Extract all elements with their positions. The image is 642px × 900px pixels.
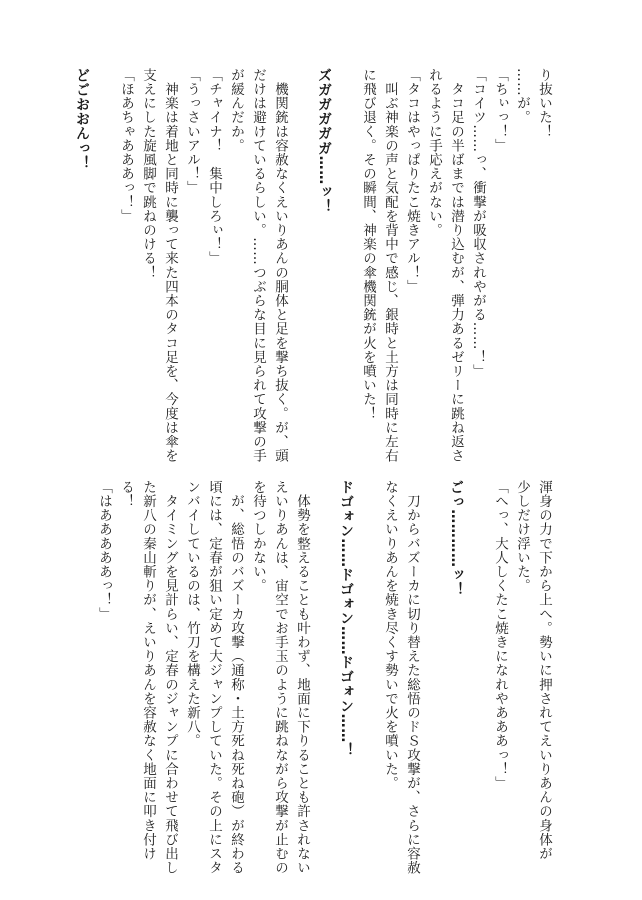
text-column: 叫ぶ神楽の声と気配を背中で感じ、銀時と土方は同時に左右	[382, 68, 398, 463]
text-column: えいりあんは、宙空でお手玉のように跳ねながら攻撃が止むの	[272, 480, 288, 875]
text-column: 機関銃は容赦なくえいりあんの胴体と足を撃ち抜く。が、頭	[272, 68, 288, 463]
text-column: 支えにした旋風脚で跳ねのける！	[140, 68, 156, 280]
text-column: れるように手応えがない。	[426, 68, 442, 238]
text-column: 体勢を整えることも叶わず、地面に下りることも許されない	[294, 480, 310, 875]
text-column: が、総悟のバズーカ攻撃（通称・土方死ね死ね砲）が終わる	[228, 480, 244, 875]
text-column: 「ほあちゃあああっ！」	[118, 68, 134, 224]
text-column: に飛び退く。その瞬間、神楽の傘機関銃が火を噴いた！	[360, 68, 376, 421]
text-column: る！	[118, 480, 134, 509]
text-column: 少しだけ浮いた。	[514, 480, 530, 593]
text-column: 渾身の力で下から上へ。勢いに押されてえいりあんの身体が	[536, 480, 552, 861]
text-column: が緩んだか。	[228, 68, 244, 153]
text-column: を待つしかない。	[250, 480, 266, 593]
text-column: ンバイしているのは、竹刀を構えた新八。	[184, 480, 200, 748]
text-column: た新八の秦山斬りが、えいりあんを容赦なく地面に叩き付け	[140, 480, 156, 861]
text-column: 「チャイナ！ 集中しろぃ！」	[206, 68, 222, 266]
text-column: 「へっ、大人しくたこ焼きになれやあああっ！」	[492, 480, 508, 791]
text-column: ……が。	[514, 68, 530, 125]
text-column: タイミングを見計らい、定春のジャンプに合わせて飛び出し	[162, 480, 178, 875]
text-column: 「ちぃっ！」	[492, 68, 508, 153]
text-column: り抜いた！	[536, 68, 552, 139]
text-column: 頃には、定春が狙い定めて大ジャンプしていた。その上にスタ	[206, 480, 222, 875]
text-column: だけは避けているらしい。……つぶらな目に見られて攻撃の手	[250, 68, 266, 463]
sound-effect-line: ドゴォン……ドゴォン……ドゴォン……！	[338, 480, 354, 758]
sound-effect-line: ズガガガガガ……ッ！	[316, 68, 332, 214]
text-column: 神楽は着地と同時に襲って来た四本のタコ足を、今度は傘を	[162, 68, 178, 463]
text-column: 「はあああああっ！」	[96, 480, 112, 621]
text-column: タコ足の半ばまでは潜り込むが、弾力あるゼリーに跳ね返さ	[448, 68, 464, 463]
text-column: 「コイツ……っ、衝撃が吸収されやがる……！」	[470, 68, 486, 379]
sound-effect-line: ごっ…………ッ！	[448, 480, 464, 597]
sound-effect-line: どごおおんっ！	[74, 68, 90, 171]
text-column: 刀からバズーカに切り替えた総悟のドＳ攻撃が、さらに容赦	[404, 480, 420, 875]
text-column: なくえいりあんを焼き尽くす勢いで火を噴いた。	[382, 480, 398, 791]
text-column: 「うっさいアル！」	[184, 68, 200, 195]
text-column: 「タコはやっぱりたこ焼きアル！」	[404, 68, 420, 294]
